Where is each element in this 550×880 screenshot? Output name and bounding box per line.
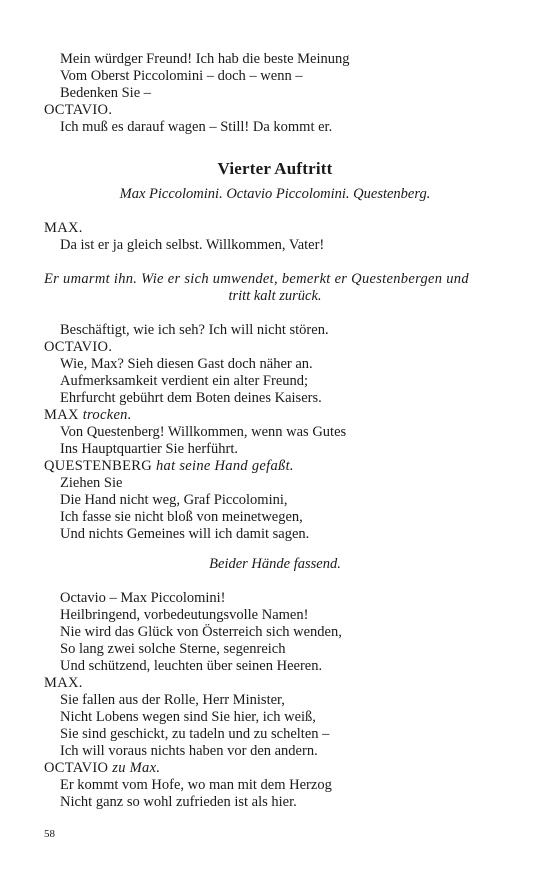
page-number: 58 [44,828,55,840]
verse-line: Bedenken Sie – [60,85,152,101]
verse-line: Von Questenberg! Willkommen, wenn was Gutes [60,424,347,440]
verse-line: Nicht Lobens wegen sind Sie hier, ich weiß, [60,709,316,725]
speaker-octavio: OCTAVIO. [44,102,113,118]
verse-line: Wie, Max? Sieh diesen Gast doch näher an. [60,356,313,372]
verse-line: Nicht ganz so wohl zufrieden ist als hier. [60,794,297,810]
verse-line: Ich will voraus nichts haben vor den andern. [60,743,318,759]
stage-direction: tritt kalt zurück. [228,288,322,304]
verse-line: Sie sind geschickt, zu tadeln und zu schelten – [60,726,330,742]
stage-direction: trocken. [82,407,132,423]
stage-direction: Beider Hände fassend. [209,556,341,572]
verse-line: Sie fallen aus der Rolle, Herr Minister, [60,692,285,708]
verse-line: Ins Hauptquartier Sie herführt. [60,441,238,457]
stage-direction: Er umarmt ihn. Wie er sich umwendet, bemerkt er Questenbergen und [44,271,469,287]
verse-line: Heilbringend, vorbedeutungsvolle Namen! [60,607,309,623]
verse-line: So lang zwei solche Sterne, segenreich [60,641,286,657]
speaker-name: OCTAVIO [44,760,109,776]
verse-line: Ich muß es darauf wagen – Still! Da kommt er. [60,119,333,135]
verse-line: Vom Oberst Piccolomini – doch – wenn – [60,68,303,84]
verse-line: Octavio – Max Piccolomini! [60,590,226,606]
scene-heading: Vierter Auftritt [217,159,333,178]
verse-line: Mein würdger Freund! Ich hab die beste Meinung [60,51,350,67]
verse-line: Er kommt vom Hofe, wo man mit dem Herzog [60,777,332,793]
scene-characters: Max Piccolomini. Octavio Piccolomini. Questenberg. [119,186,431,202]
speaker-questenberg [44,458,294,475]
verse-line: Aufmerksamkeit verdient ein alter Freund; [60,373,309,389]
speaker-max: MAX. [44,675,83,691]
speaker-name: MAX [44,407,79,423]
verse-line: Und schützend, leuchten über seinen Heeren. [60,658,323,674]
speaker-octavio [44,760,160,777]
speaker-max: MAX. [44,220,83,236]
verse-line: Nie wird das Glück von Österreich sich wenden, [60,624,342,640]
verse-line: Ehrfurcht gebührt dem Boten deines Kaisers. [60,390,322,406]
verse-line: Da ist er ja gleich selbst. Willkommen, Vater! [60,237,325,253]
speaker-name: QUESTENBERG [44,458,153,474]
verse-line: Ziehen Sie [60,475,123,491]
verse-line: Und nichts Gemeines will ich damit sagen. [60,526,310,542]
verse-line: Ich fasse sie nicht bloß von meinetwegen, [60,509,303,525]
verse-line: Die Hand nicht weg, Graf Piccolomini, [60,492,288,508]
stage-direction: zu Max. [112,760,161,776]
verse-line: Beschäftigt, wie ich seh? Ich will nicht stören. [60,322,329,338]
speaker-octavio: OCTAVIO. [44,339,113,355]
speaker-max [44,407,132,424]
stage-direction: hat seine Hand gefaßt. [155,458,294,474]
